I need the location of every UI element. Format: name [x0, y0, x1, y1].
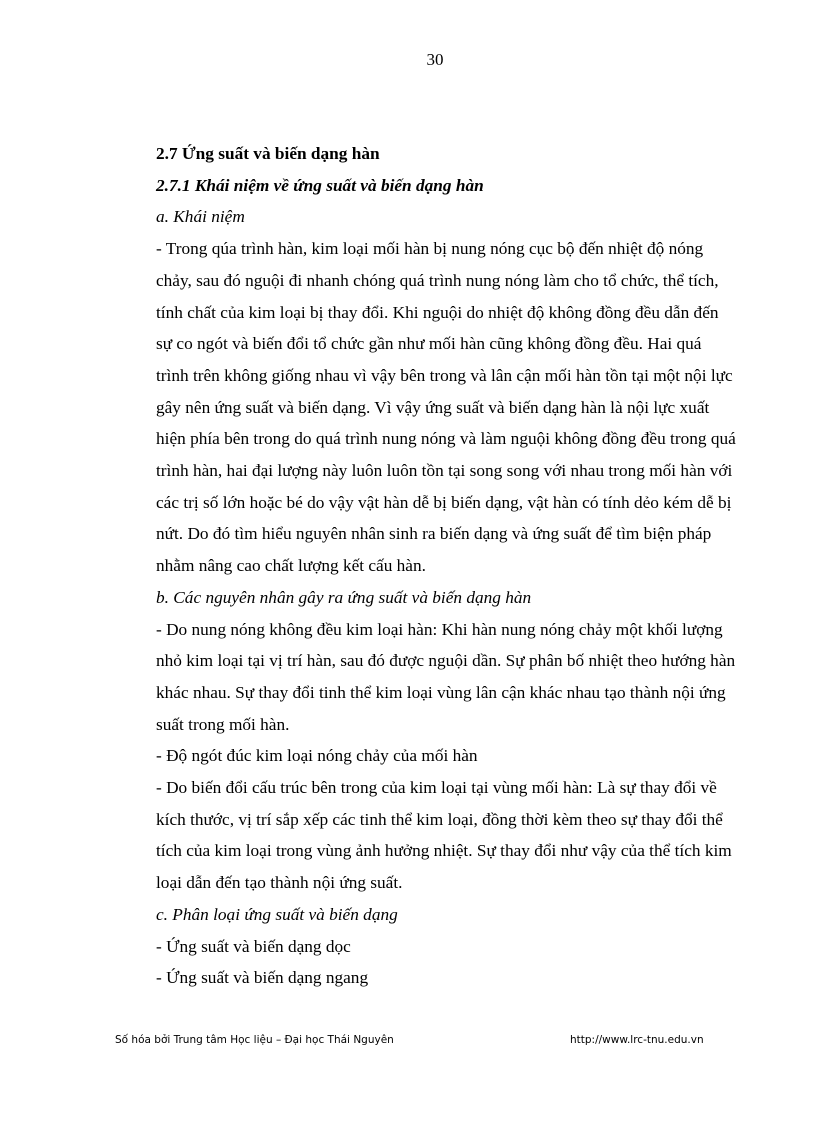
- item-heading: c. Phân loại ứng suất và biến dạng: [156, 904, 398, 924]
- text-line: các trị số lớn hoặc bé do vậy vật hàn dễ bị biến dạng, vật hàn có tính dẻo kém dễ bị: [156, 492, 732, 512]
- text-line: tính chất của kim loại bị thay đổi. Khi nguội do nhiệt độ không đồng đều dẫn đến: [156, 302, 719, 322]
- item-heading: b. Các nguyên nhân gây ra ứng suất và biến dạng hàn: [156, 587, 532, 607]
- text-line: trình hàn, hai đại lượng này luôn luôn tồn tại song song với nhau trong mối hàn với: [156, 461, 733, 481]
- text-line: suất trong mối hàn.: [156, 714, 290, 734]
- page-number: 30: [426, 50, 444, 69]
- text-line: hiện phía bên trong do quá trình nung nóng và làm nguội không đồng đều trong quá: [156, 429, 736, 449]
- text-line: trình trên không giống nhau vì vậy bên trong và lân cận mối hàn tồn tại một nội lực: [156, 365, 733, 385]
- item-a: [156, 201, 746, 581]
- item-heading: a. Khái niệm: [156, 207, 245, 227]
- text-line: - Trong qúa trình hàn, kim loại mối hàn bị nung nóng cục bộ đến nhiệt độ nóng: [156, 239, 704, 259]
- text-line: - Do nung nóng không đều kim loại hàn: Khi hàn nung nóng chảy một khối lượng: [156, 619, 723, 639]
- footer-url: http://www.lrc-tnu.edu.vn: [570, 1034, 704, 1046]
- text-line: - Độ ngót đúc kim loại nóng chảy của mối hàn: [156, 746, 478, 766]
- text-line: gây nên ứng suất và biến dạng. Vì vậy ứng suất và biến dạng hàn là nội lực xuất: [156, 397, 710, 417]
- text-line: - Do biến đổi cấu trúc bên trong của kim loại tại vùng mối hàn: Là sự thay đổi về: [156, 778, 717, 798]
- text-line: sự co ngót và biến đổi tổ chức gần như mối hàn cũng không đồng đều. Hai quá: [156, 334, 702, 354]
- text-line: kích thước, vị trí sắp xếp các tinh thể kim loại, đồng thời kèm theo sự thay đổi thể: [156, 809, 723, 829]
- footer-credit: Số hóa bởi Trung tâm Học liệu – Đại học Thái Nguyên: [115, 1034, 394, 1046]
- text-line: nứt. Do đó tìm hiểu nguyên nhân sinh ra biến dạng và ứng suất để tìm biện pháp: [156, 524, 712, 544]
- document-body: [156, 138, 746, 994]
- text-line: nhỏ kim loại tại vị trí hàn, sau đó được nguội dần. Sự phân bố nhiệt theo hướng hàn: [156, 651, 736, 671]
- item-b: [156, 582, 746, 899]
- text-line: chảy, sau đó nguội đi nhanh chóng quá trình nung nóng làm cho tổ chức, thể tích,: [156, 270, 719, 290]
- text-line: loại dẫn đến tạo thành nội ứng suất.: [156, 873, 403, 893]
- section-heading: 2.7 Ứng suất và biến dạng hàn: [156, 144, 380, 163]
- text-line: tích của kim loại trong vùng ảnh hưởng nhiệt. Sự thay đổi như vậy của thể tích kim: [156, 841, 732, 861]
- text-line: khác nhau. Sự thay đổi tinh thể kim loại vùng lân cận khác nhau tạo thành nội ứng: [156, 682, 726, 702]
- subsection-heading: 2.7.1 Khái niệm về ứng suất và biến dạng hàn: [156, 175, 484, 195]
- text-line: - Ứng suất và biến dạng dọc: [156, 936, 351, 956]
- text-line: - Ứng suất và biến dạng ngang: [156, 968, 369, 988]
- item-c: [156, 899, 746, 994]
- text-line: nhằm nâng cao chất lượng kết cấu hàn.: [156, 556, 426, 576]
